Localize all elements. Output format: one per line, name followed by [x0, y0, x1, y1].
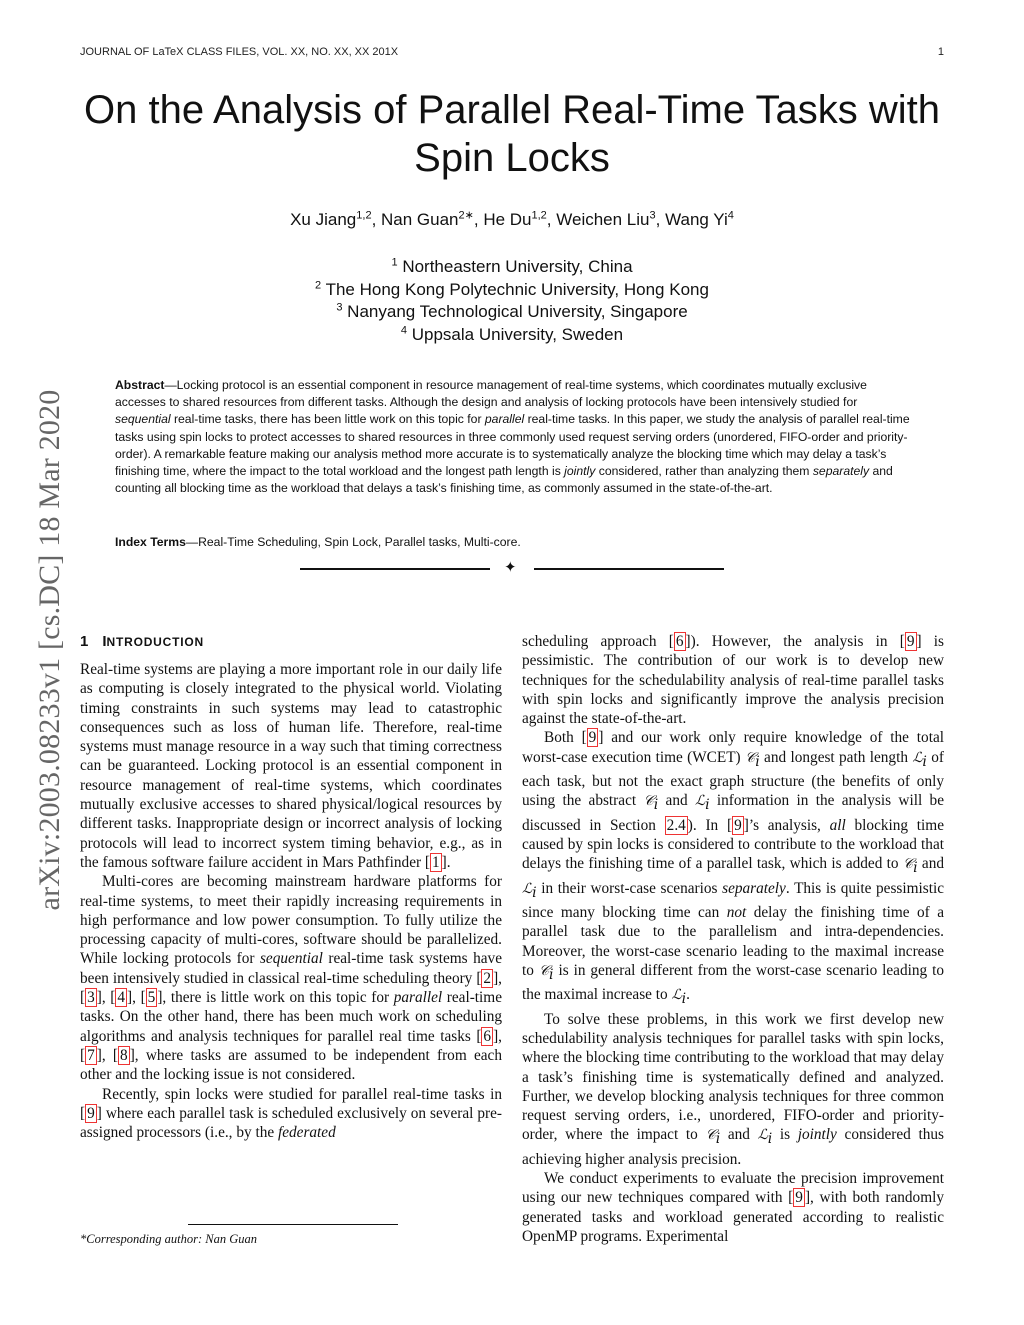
author-sup: 1,2	[531, 209, 547, 222]
divider-line	[300, 568, 490, 570]
paragraph: scheduling approach [ 6 ]). However, the analysis in [ 9 ] is pessimistic. The contribution of our work is to develop new techniques for the schedulability analysis of real-time parallel tasks with spin locks and significantly improve the analysis precision against the state-of-the-art.	[522, 633, 945, 728]
paper-title: On the Analysis of Parallel Real-Time Tasks with Spin Locks	[84, 88, 940, 180]
footnote: *Corresponding author: Nan Guan	[80, 1232, 257, 1246]
citation-link[interactable]: 9	[588, 729, 597, 747]
citation-link[interactable]: 4	[117, 989, 126, 1007]
author: Weichen Liu	[556, 210, 650, 229]
section-link[interactable]: 2.4	[666, 816, 686, 834]
paragraph: Recently, spin locks were studied for parallel real-time tasks in [ 9 ] where each parallel task is scheduled exclusively on several pre-assigned processors (i.e., by the federated	[80, 1085, 502, 1142]
author: Xu Jiang	[290, 210, 357, 229]
citation-link[interactable]: 2	[483, 969, 492, 987]
citation-link[interactable]: 3	[87, 989, 95, 1007]
author-list: Xu Jiang$^{1,2}$, Nan Guan$^{2∗}$, He Du$^{1,2}$, Weichen Liu$^3$, Wang Yi$^4$	[290, 209, 734, 229]
citation-link[interactable]: 1	[432, 853, 440, 871]
citation-link[interactable]: 7	[87, 1046, 95, 1064]
citation-link[interactable]: 9	[795, 1189, 803, 1207]
footnote-rule	[188, 1224, 398, 1225]
citation-link[interactable]: 9	[87, 1104, 95, 1122]
author-sup: 1,2	[356, 209, 372, 222]
author-sup: 2∗	[458, 209, 474, 222]
right-column	[522, 632, 944, 1246]
citation-link[interactable]: 6	[483, 1027, 492, 1045]
paragraph: Multi-cores are becoming mainstream hardware platforms for real-time systems, to meet their rapidly increasing requirements in high performance and low power consumption. To fully utilize the processing capacity of multi-cores, software should be parallelized. While locking protocols for sequential real-time task systems have been intensively studied in classical real-time scheduling theory [ 2 ], [ 3 ], [ 4 ], [ 5 ], there is little work on this topic for parallel real-time tasks. On the other hand, there has been much work on scheduling algorithms and analysis techniques for parallel real time tasks [ 6 ], [ 7 ], [ 8 ], where tasks are assumed to be independent from each other and the locking issue is not considered.	[80, 873, 502, 1084]
paragraph: Both [ 9 ] and our work only require knowledge of the total worst-case execution time (WCET) 𝒞$_i$ and longest path length ℒ$_i$ of each task, but not the exact graph structure (the benefits of only using the abstract 𝒞$_i$ and ℒ$_i$ information in the analysis will be discussed in Section 2.4 ). In [ 9 ]’s analysis, all blocking time caused by spin locks is considered to contribute to the workload that delays the finishing time of a parallel task, which is added to 𝒞$_i$ and ℒ$_i$ in their worst-case scenarios separately. This is quite pessimistic since many blocking time can not delay the finishing time of a parallel task due to the parallelism and intra-dependencies. Moreover, the worst-case scenario leading to the maximal increase to 𝒞$_i$ is in general different from the worst-case scenario leading to the maximal increase to ℒ$_i$.	[522, 729, 945, 1008]
section-divider	[300, 558, 724, 577]
citation-link[interactable]: 9	[906, 633, 915, 650]
affiliations	[0, 256, 1024, 346]
affiliation: $^1$ Northeastern University, China	[391, 256, 633, 276]
index-terms: Index Terms—Real-Time Scheduling, Spin Lock, Parallel tasks, Multi-core.	[115, 535, 521, 549]
citation-link[interactable]: 8	[120, 1046, 128, 1064]
running-header	[80, 46, 944, 62]
citation-link[interactable]: 6	[675, 633, 684, 650]
author-sup: 4	[727, 209, 734, 222]
citation-link[interactable]: 9	[734, 816, 742, 834]
affiliation: $^4$ Uppsala University, Sweden	[400, 323, 624, 344]
divider-line	[534, 568, 724, 570]
abstract-label: Abstract	[115, 378, 165, 392]
citation-link[interactable]: 5	[147, 989, 156, 1007]
paragraph: We conduct experiments to evaluate the precision improvement using our new techniques compared with [ 9 ], with both randomly generated tasks and workload generated according to realistic OpenMP programs. Experimental	[522, 1170, 944, 1245]
author-sup: 3	[649, 209, 656, 222]
arxiv-sidebar	[30, 350, 70, 950]
journal-header: JOURNAL OF LaTeX CLASS FILES, VOL. XX, NO. XX, XX 201X	[80, 46, 399, 58]
paragraph: Real-time systems are playing a more important role in our daily life as computing is closely integrated to the physical world. Violating timing constraints in such systems may lead to catastrophic consequences such as loss of human life. Therefore, real-time systems must manage resource in a way such that timing correctness can be guaranteed. Locking protocol is an essential component in resource management of real-time systems, which coordinates mutually exclusive accesses to shared physical/logical resources by different tasks. Inappropriate design or incorrect analysis of locking protocols will lead to incorrect system timing behavior, e.g., as in the famous software failure accident in Mars Pathfinder [ 1 ].	[80, 661, 502, 871]
index-terms-label: Index Terms	[115, 535, 186, 549]
paragraph: To solve these problems, in this work we first develop new schedulability analysis techniques for parallel tasks with spin locks, where the blocking time contributing to the workload that may delay a task’s finishing time is systematically defined and analyzed. Further, we develop blocking analysis techniques for three common request serving orders, i.e., unordered, FIFO-order and priority-order, where the impact to 𝒞$_i$ and ℒ$_i$ is jointly considered thus achieving higher analysis precision.	[522, 1010, 944, 1168]
page-number: 1	[937, 46, 944, 58]
arxiv-id: arXiv:2003.08233v1 [cs.DC] 18 Mar 2020	[33, 389, 66, 911]
left-column	[80, 632, 502, 1142]
affiliation: $^3$ Nanyang Technological University, Singapore	[336, 301, 688, 321]
diamond-star-icon: ✦	[504, 558, 517, 576]
author: He Du	[483, 210, 532, 229]
affiliation: $^2$ The Hong Kong Polytechnic University, Hong Kong	[315, 278, 709, 299]
author: Nan Guan	[381, 210, 459, 229]
author: Wang Yi	[665, 210, 728, 229]
abstract: Abstract—Locking protocol is an essential component in resource management of real-time systems, which coordinates mutually exclusive accesses to shared resources from different tasks. Although the design and analysis of locking protocols have been intensively studied for sequential real-time tasks, there has been little work on this topic for parallel real-time tasks. In this paper, we study the analysis of parallel real-time tasks using spin locks to protect accesses to shared resources in three commonly used request serving orders (unordered, FIFO-order and priority-order). A remarkable feature making our analysis method more accurate is to systematically analyze the blocking time which may delay a task’s finishing time, where the impact to the total workload and the longest path length is jointly considered, rather than analyzing them separately and counting all blocking time as the workload that delays a task’s finishing time, as commonly assumed in the state-of-the-art.	[115, 378, 910, 496]
section-heading: 1 INTRODUCTION	[80, 633, 204, 650]
